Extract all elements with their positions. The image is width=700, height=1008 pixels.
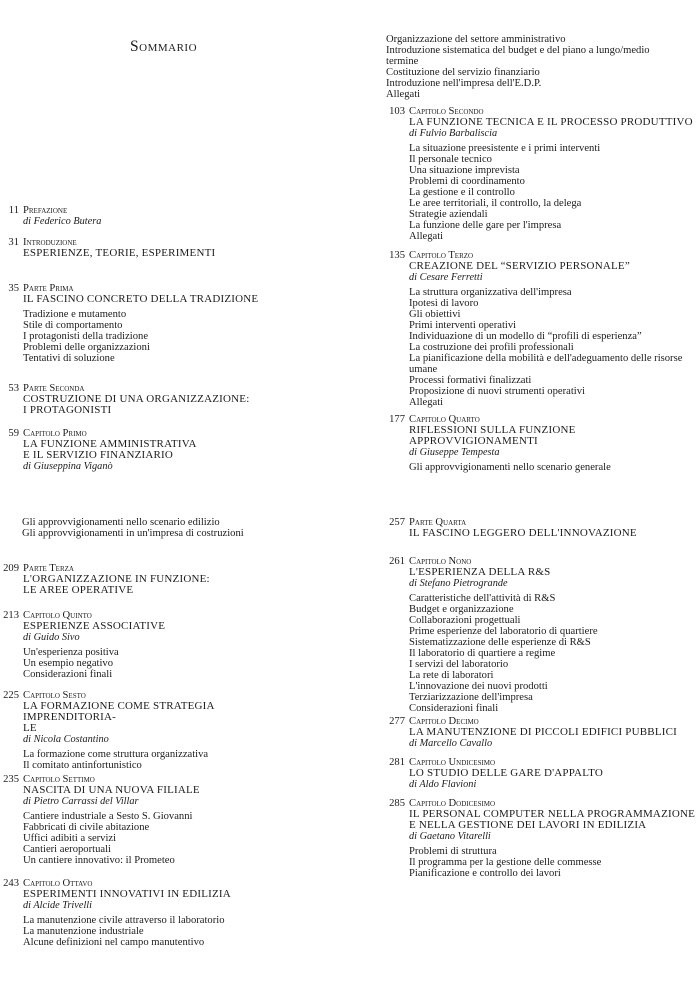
author: di Marcello Cavallo xyxy=(409,738,493,749)
page-number: 103 xyxy=(389,106,405,117)
page-number: 285 xyxy=(389,798,405,809)
author: di Nicola Costantino xyxy=(23,734,109,745)
toc-entry xyxy=(386,798,696,879)
section-heading: IL FASCINO CONCRETO DELLA TRADIZIONE xyxy=(23,293,259,305)
subsection-item: Allegati xyxy=(386,89,421,100)
section-heading: I PROTAGONISTI xyxy=(23,404,112,416)
section-heading: LA FUNZIONE TECNICA E IL PROCESSO PRODUTTIVO xyxy=(409,116,693,128)
page-number: 235 xyxy=(3,774,19,785)
subsection-item: Terziarizzazione dell'impresa xyxy=(409,692,533,703)
subsection-item: Caratteristiche dell'attività di R&S xyxy=(409,593,556,604)
section-heading: LA MANUTENZIONE DI PICCOLI EDIFICI PUBBLICI xyxy=(409,726,678,738)
subsection-item: L'innovazione dei nuovi prodotti xyxy=(409,681,548,692)
subsection-item: Fabbricati di civile abitazione xyxy=(23,822,150,833)
subsection-item: Problemi delle organizzazioni xyxy=(23,342,150,353)
section-heading: L'ORGANIZZAZIONE IN FUNZIONE: xyxy=(23,573,210,585)
subsection-item: Proposizione di nuovi strumenti operativi xyxy=(409,386,585,397)
page-number: 59 xyxy=(8,428,19,439)
section-heading: COSTRUZIONE DI UNA ORGANIZZAZIONE: xyxy=(23,393,250,405)
author: di Aldo Flavioni xyxy=(409,779,477,790)
page-number: 257 xyxy=(389,517,405,528)
page-number: 177 xyxy=(389,414,405,425)
section-heading: CREAZIONE DEL “SERVIZIO PERSONALE” xyxy=(409,260,630,272)
subsection-item: Allegati xyxy=(409,397,444,408)
section-label: Prefazione xyxy=(23,205,68,216)
section-label: Capitolo Sesto xyxy=(23,690,86,701)
subsection-item: Problemi di struttura xyxy=(409,846,497,857)
subsection-item: Un'esperienza positiva xyxy=(23,647,119,658)
section-heading: ESPERIENZE, TEORIE, ESPERIMENTI xyxy=(23,247,216,259)
subsection-item: Introduzione sistematica del budget e del piano a lungo/medio xyxy=(386,45,650,56)
section-heading: IL FASCINO LEGGERO DELL'INNOVAZIONE xyxy=(409,527,637,539)
subsection-item: Gli obiettivi xyxy=(409,309,461,320)
subsection-item: La gestione e il controllo xyxy=(409,187,515,198)
subsection-item: Considerazioni finali xyxy=(409,703,499,714)
page-number: 281 xyxy=(389,757,405,768)
author: di Guido Sivo xyxy=(23,632,80,643)
author: di Pietro Carrassi del Villar xyxy=(23,796,139,807)
page-number: 135 xyxy=(389,250,405,261)
subsection-item: La manutenzione industriale xyxy=(23,926,144,937)
page-title: Sommario xyxy=(130,38,198,55)
subsection-item: La pianificazione della mobilità e dell'adeguamento delle risorse xyxy=(409,353,683,364)
subsection-item: Processi formativi finalizzati xyxy=(409,375,532,386)
toc-entry xyxy=(386,106,696,242)
subsection-item: Budget e organizzazione xyxy=(409,604,514,615)
toc-entry xyxy=(0,610,310,680)
section-label: Capitolo Decimo xyxy=(409,716,479,727)
toc-entry xyxy=(386,517,696,539)
subsection-item: umane xyxy=(409,364,438,375)
subsection-item: Gli approvvigionamenti in un'impresa di costruzioni xyxy=(22,528,244,539)
subsection-item: Strategie aziendali xyxy=(409,209,488,220)
section-label: Capitolo Settimo xyxy=(23,774,95,785)
toc-entry xyxy=(386,34,696,100)
subsection-item: Il laboratorio di quartiere a regime xyxy=(409,648,556,659)
page-number: 209 xyxy=(3,563,19,574)
author: di Fulvio Barbaliscia xyxy=(409,128,498,139)
subsection-item: Tentativi di soluzione xyxy=(23,353,115,364)
section-heading: E NELLA GESTIONE DEI LAVORI IN EDILIZIA xyxy=(409,819,647,831)
subsection-item: termine xyxy=(386,56,419,67)
author: di Cesare Ferretti xyxy=(409,272,483,283)
page-number: 213 xyxy=(3,610,19,621)
section-label: Capitolo Dodicesimo xyxy=(409,798,496,809)
section-heading: ESPERIMENTI INNOVATIVI IN EDILIZIA xyxy=(23,888,231,900)
subsection-item: Uffici adibiti a servizi xyxy=(23,833,117,844)
author: di Gaetano Vitarelli xyxy=(409,831,491,842)
subsection-item: Individuazione di un modello di “profili di esperienza” xyxy=(409,331,642,342)
subsection-item: Cantieri aeroportuali xyxy=(23,844,111,855)
toc-entry xyxy=(386,757,696,790)
toc-entry xyxy=(386,250,696,408)
subsection-item: La funzione delle gare per l'impresa xyxy=(409,220,562,231)
section-heading: LE xyxy=(23,722,37,734)
subsection-item: Cantiere industriale a Sesto S. Giovanni xyxy=(23,811,193,822)
subsection-item: Il personale tecnico xyxy=(409,154,492,165)
toc-entry xyxy=(0,690,310,771)
subsection-item: Allegati xyxy=(409,231,444,242)
section-heading: LE AREE OPERATIVE xyxy=(23,584,134,596)
subsection-item: La formazione come struttura organizzativa xyxy=(23,749,209,760)
subsection-item: Un cantiere innovativo: il Prometeo xyxy=(23,855,175,866)
page-number: 31 xyxy=(8,237,19,248)
toc-entry xyxy=(386,414,696,473)
subsection-item: Problemi di coordinamento xyxy=(409,176,525,187)
section-label: Parte Quarta xyxy=(409,517,467,528)
subsection-item: Stile di comportamento xyxy=(23,320,123,331)
subsection-item: La manutenzione civile attraverso il laboratorio xyxy=(23,915,225,926)
section-heading: IL PERSONAL COMPUTER NELLA PROGRAMMAZIONE xyxy=(409,808,696,820)
toc-entry xyxy=(0,283,310,364)
subsection-item: La costruzione dei profili professionali xyxy=(409,342,574,353)
page-number: 277 xyxy=(389,716,405,727)
subsection-item: Organizzazione del settore amministrativo xyxy=(386,34,566,45)
subsection-item: La rete di laboratori xyxy=(409,670,494,681)
subsection-item: Primi interventi operativi xyxy=(409,320,517,331)
section-label: Capitolo Quinto xyxy=(23,610,92,621)
page-number: 11 xyxy=(8,205,19,216)
subsection-item: Ipotesi di lavoro xyxy=(409,298,479,309)
subsection-item: Introduzione nell'impresa dell'E.D.P. xyxy=(386,78,542,89)
toc-entry xyxy=(0,878,310,948)
section-label: Capitolo Secondo xyxy=(409,106,484,117)
toc-entry xyxy=(0,383,310,416)
subsection-item: Gli approvvigionamenti nello scenario generale xyxy=(409,462,611,473)
subsection-item: Il comitato antinfortunistico xyxy=(23,760,142,771)
subsection-item: Pianificazione e controllo dei lavori xyxy=(409,868,561,879)
toc-entry xyxy=(0,428,310,472)
section-heading: APPROVVIGIONAMENTI xyxy=(409,435,538,447)
subsection-item: La struttura organizzativa dell'impresa xyxy=(409,287,572,298)
toc-entry xyxy=(0,205,310,227)
toc-entry xyxy=(386,716,696,749)
toc-entry xyxy=(0,237,310,259)
section-heading: ESPERIENZE ASSOCIATIVE xyxy=(23,620,166,632)
subsection-item: Gli approvvigionamenti nello scenario edilizio xyxy=(22,517,220,528)
page-number: 225 xyxy=(3,690,19,701)
section-heading: LA FORMAZIONE COME STRATEGIA IMPRENDITORIA- xyxy=(23,700,215,723)
section-heading: NASCITA DI UNA NUOVA FILIALE xyxy=(23,784,200,796)
subsection-item: Il programma per la gestione delle commesse xyxy=(409,857,602,868)
subsection-item: Tradizione e mutamento xyxy=(23,309,127,320)
subsection-item: I protagonisti della tradizione xyxy=(23,331,149,342)
section-heading: E IL SERVIZIO FINANZIARIO xyxy=(23,449,174,461)
subsection-item: Prime esperienze del laboratorio di quartiere xyxy=(409,626,598,637)
author: di Giuseppe Tempesta xyxy=(409,447,500,458)
author: di Giuseppina Viganò xyxy=(23,461,113,472)
toc-entry xyxy=(0,774,310,866)
subsection-item: I servizi del laboratorio xyxy=(409,659,509,670)
toc-entry xyxy=(22,517,332,539)
section-label: Capitolo Primo xyxy=(23,428,87,439)
section-heading: RIFLESSIONI SULLA FUNZIONE xyxy=(409,424,576,436)
page-number: 261 xyxy=(389,556,405,567)
author: di Alcide Trivelli xyxy=(23,900,93,911)
page-number: 35 xyxy=(8,283,19,294)
subsection-item: Collaborazioni progettuali xyxy=(409,615,521,626)
subsection-item: Una situazione imprevista xyxy=(409,165,520,176)
section-label: Parte Prima xyxy=(23,283,74,294)
section-label: Parte Seconda xyxy=(23,383,85,394)
section-label: Parte Terza xyxy=(23,563,74,574)
subsection-item: Costituzione del servizio finanziario xyxy=(386,67,540,78)
subsection-item: Sistematizzazione delle esperienze di R&S xyxy=(409,637,591,648)
page-number: 53 xyxy=(8,383,19,394)
section-label: Capitolo Nono xyxy=(409,556,472,567)
section-label: Capitolo Terzo xyxy=(409,250,474,261)
subsection-item: Considerazioni finali xyxy=(23,669,113,680)
section-heading: L'ESPERIENZA DELLA R&S xyxy=(409,566,551,578)
page-number: 243 xyxy=(3,878,19,889)
toc-entry xyxy=(386,556,696,714)
toc-entry xyxy=(0,563,310,596)
section-label: Capitolo Quarto xyxy=(409,414,480,425)
author: di Stefano Pietrogrande xyxy=(409,578,508,589)
section-heading: LO STUDIO DELLE GARE D'APPALTO xyxy=(409,767,603,779)
subsection-item: Le aree territoriali, il controllo, la delega xyxy=(409,198,582,209)
author: di Federico Butera xyxy=(23,216,102,227)
section-heading: LA FUNZIONE AMMINISTRATIVA xyxy=(23,438,197,450)
subsection-item: Un esempio negativo xyxy=(23,658,114,669)
section-label: Capitolo Ottavo xyxy=(23,878,93,889)
section-label: Capitolo Undicesimo xyxy=(409,757,496,768)
section-label: Introduzione xyxy=(23,237,77,248)
subsection-item: La situazione preesistente e i primi interventi xyxy=(409,143,601,154)
subsection-item: Alcune definizioni nel campo manutentivo xyxy=(23,937,205,948)
